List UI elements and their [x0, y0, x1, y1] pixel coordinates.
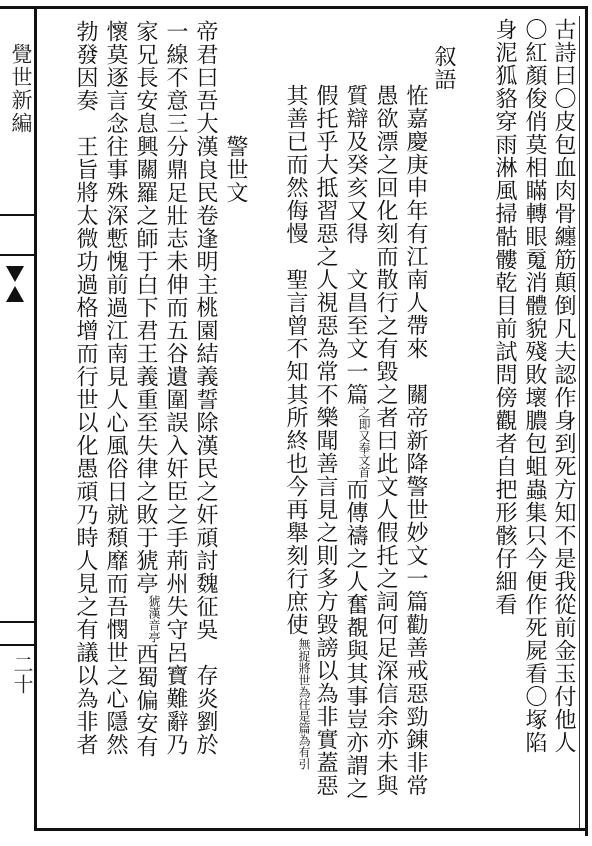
interlinear-note — [297, 734, 310, 758]
margin-rule — [0, 621, 34, 623]
interlinear-note — [147, 595, 160, 619]
note-char: 是 — [297, 710, 311, 722]
margin-rule — [0, 254, 34, 256]
text-column: 勃發因奏 王旨將太微功過格增而行世以化愚頑乃時人見之有議以為非者 — [73, 20, 98, 756]
note-char: 亭 — [147, 631, 161, 643]
text-column — [340, 84, 370, 800]
interlinear-note — [297, 686, 310, 710]
interlinear-note — [297, 758, 310, 770]
note-char: 猇 — [147, 595, 161, 607]
note-char: 引 — [297, 758, 311, 770]
section-heading: 叙語 — [431, 45, 456, 91]
text-segment: 質辯及癸亥又得 文昌至文一篇 — [343, 84, 368, 406]
note-char: 即 — [357, 418, 371, 430]
frame-inner-rule — [579, 16, 580, 828]
text-column: 假托乎大抵習惡之人視惡為常不樂聞善言見之則多方毀謗以為非實蓋惡 — [313, 84, 338, 797]
margin-rule — [0, 214, 34, 216]
note-char: 又 — [357, 430, 371, 442]
text-column — [130, 20, 160, 758]
interlinear-note — [357, 406, 370, 430]
note-char: 捉 — [297, 650, 311, 662]
text-segment: 其善已而然侮慢 聖言曾不知其所終也今再舉刻行庶使 — [283, 84, 308, 636]
note-char: 奉 — [357, 442, 371, 454]
note-char: 往 — [297, 698, 311, 710]
text-column: 一線不意三分鼎足壯志未伸而五谷遺圍誤入奸臣之手荊州失守呂寶難辭乃 — [163, 20, 188, 756]
book-title: 覺世新編 — [9, 43, 33, 135]
note-char: 文 — [357, 454, 371, 466]
text-column: 懷莫逐言念往事殊深慙愧前過江南見人心風俗日就頹靡而吾憫世之心隱然 — [103, 20, 128, 756]
interlinear-note — [297, 638, 310, 662]
interlinear-note — [357, 430, 370, 454]
note-char: 之 — [357, 406, 371, 418]
page-number: 二十 — [10, 654, 34, 694]
note-char: 篇 — [297, 722, 311, 734]
text-column: 帝君曰吾大漢良民卷逢明主桃園結義誓除漢民之奸頑討魏征吳 存炎劉於 — [193, 20, 218, 756]
margin-rule — [0, 644, 34, 646]
text-column: 恠嘉慶庚申年有江南人帶來 關帝新降警世妙文一篇勸善戒惡勁錬非常 — [403, 84, 428, 797]
text-column — [280, 84, 310, 770]
note-char: 世 — [297, 674, 311, 686]
text-column: 〇紅顏俊俏莫相瞞轉眼䰟消體貌殘敗壞膿包蛆蟲集只今便作死屍看〇塚陷 — [522, 18, 547, 754]
note-char: 為 — [297, 686, 311, 698]
text-segment: 家兄長安息興關羅之師于白下君王義重至失律之敗于猇亭 — [133, 20, 158, 595]
interlinear-note — [147, 619, 160, 643]
interlinear-note — [297, 710, 310, 734]
frame-right-border — [585, 6, 588, 836]
note-char: 首 — [357, 466, 371, 478]
text-column: 古詩曰〇皮包血肉骨纏筋顛倒凡夫認作身到死方知不是我從前金玉付他人 — [551, 18, 576, 754]
note-char: 漢 — [147, 607, 161, 619]
text-segment: 而傳禱之人奮覩與其事豈亦謂之 — [343, 478, 368, 800]
note-char: 無 — [297, 638, 311, 650]
fish-tail-icon — [4, 264, 26, 304]
frame-bottom-border — [36, 828, 588, 831]
interlinear-note — [357, 454, 370, 478]
note-char: 為 — [297, 734, 311, 746]
note-char: 音 — [147, 619, 161, 631]
note-char: 將 — [297, 662, 311, 674]
note-char: 有 — [297, 746, 311, 758]
text-column: 愚欲漂之回化刻而散行之有毀之者曰此文人假托之詞何足深信余亦未與 — [373, 84, 398, 797]
frame-top-border — [0, 6, 588, 9]
interlinear-note — [297, 662, 310, 686]
text-segment: 西蜀偏安有 — [133, 643, 158, 758]
text-column: 身泥狐貉穿雨淋風掃骷髏乾目前試問傍觀者自把形骸仔細看 — [492, 18, 517, 616]
binding-margin — [0, 9, 34, 828]
section-heading: 警世文 — [223, 135, 248, 204]
